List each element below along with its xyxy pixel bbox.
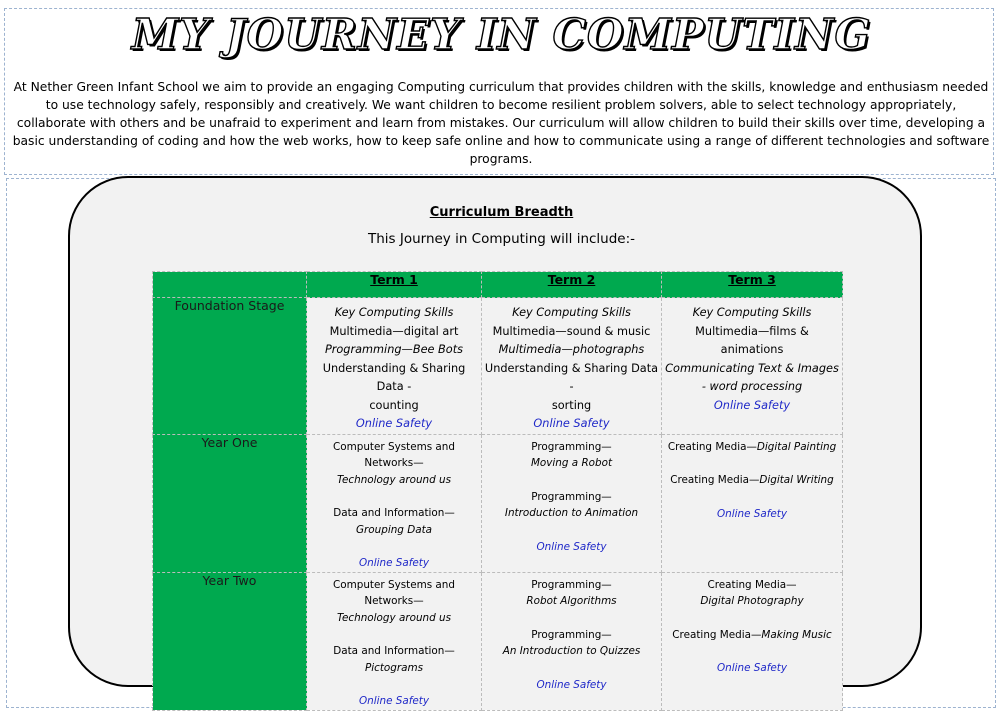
cell-line: Key Computing Skills xyxy=(692,306,812,319)
media-topic: Making Music xyxy=(761,628,832,641)
year-two-term-3-cell xyxy=(662,572,843,710)
cell-line xyxy=(664,472,840,489)
curriculum-breadth-subtitle: This Journey in Computing will include:- xyxy=(367,231,636,247)
data-label: Data and Information— xyxy=(333,645,455,657)
cell-line: Robot Algorithms xyxy=(526,595,617,607)
online-safety-label: Online Safety xyxy=(358,695,430,707)
cell-line: Grouping Data xyxy=(355,523,433,536)
online-safety-label: Online Safety xyxy=(355,417,433,430)
cell-line: Multimedia—photographs xyxy=(498,343,645,356)
foundation-term-1-cell xyxy=(307,298,482,435)
cell-line: Key Computing Skills xyxy=(512,306,631,319)
cell-line: Moving a Robot xyxy=(530,457,613,469)
table-corner-cell xyxy=(153,272,307,298)
intro-paragraph: At Nether Green Infant School we aim to provide an engaging Computing curriculum that provides children with the skills, knowledge and enthusiasm needed to use technology safely, responsibly and creatively. We want children to become resilient problem solvers, able to select technology appropriately, collaborate with others and be unafraid to experiment and learn from mistakes. Our curriculum will allow children to build their skills over time, developing a basic understanding of coding and how the web works, how to keep safe online and how to communicate using a range of different technologies and software programs. xyxy=(12,80,990,166)
year-one-term-1-cell xyxy=(307,434,482,572)
cell-line xyxy=(309,643,479,676)
media-topic: Digital Writing xyxy=(759,474,834,486)
row-label-year-one: Year One xyxy=(153,434,307,572)
cell-line: Understanding & Sharing Data - xyxy=(484,361,659,393)
cell-line: Introduction to Animation xyxy=(504,507,639,519)
curriculum-breadth-heading: Curriculum Breadth xyxy=(429,205,574,220)
online-safety-label: Online Safety xyxy=(536,540,607,553)
cell-line xyxy=(664,627,840,644)
cell-line: Computer Systems and Networks— xyxy=(333,440,455,469)
foundation-term-3-cell xyxy=(662,298,843,435)
curriculum-table xyxy=(152,271,843,711)
cell-line: Programming— xyxy=(531,440,612,453)
cell-line: counting xyxy=(369,398,419,412)
term-1-header: Term 1 xyxy=(307,272,482,298)
online-safety-label: Online Safety xyxy=(358,557,430,569)
page-title: MY JOURNEY IN COMPUTING xyxy=(131,10,872,59)
cell-line: Technology around us xyxy=(336,473,452,486)
term-3-header: Term 3 xyxy=(662,272,843,298)
year-one-term-3-cell xyxy=(662,434,843,572)
term-2-header: Term 2 xyxy=(482,272,662,298)
data-topic: Pictograms xyxy=(364,661,424,674)
cell-line: Multimedia—films & animations xyxy=(695,324,809,356)
media-topic: Digital Painting xyxy=(756,440,837,453)
online-safety-label: Online Safety xyxy=(713,398,791,412)
cell-line: Digital Photography xyxy=(700,595,804,607)
cell-line: Multimedia—digital art xyxy=(329,324,459,338)
row-label-year-two: Year Two xyxy=(153,572,307,710)
table-row xyxy=(153,298,843,435)
foundation-term-2-cell xyxy=(482,298,662,435)
cell-line: Programming— xyxy=(531,490,612,503)
cell-line: Programming—Bee Bots xyxy=(324,343,464,356)
online-safety-label: Online Safety xyxy=(716,507,788,520)
cell-line: Programming— xyxy=(531,578,612,591)
cell-line: Key Computing Skills xyxy=(334,306,454,319)
row-label-foundation-stage: Foundation Stage xyxy=(153,298,307,435)
year-one-term-2-cell xyxy=(482,434,662,572)
cell-line: Computer Systems and Networks— xyxy=(333,578,455,607)
year-two-term-2-cell xyxy=(482,572,662,710)
media-label: Creating Media— xyxy=(670,474,760,486)
table-row xyxy=(153,572,843,710)
cell-line: Understanding & Sharing Data - xyxy=(322,361,466,393)
table-row xyxy=(153,434,843,572)
media-label: Creating Media— xyxy=(667,440,757,453)
cell-line: Technology around us xyxy=(336,611,452,624)
cell-line: An Introduction to Quizzes xyxy=(502,645,641,657)
cell-line: Creating Media— xyxy=(707,578,797,591)
cell-line: - word processing xyxy=(701,380,803,393)
cell-line: sorting xyxy=(551,398,592,412)
online-safety-label: Online Safety xyxy=(536,678,607,691)
online-safety-label: Online Safety xyxy=(533,417,610,430)
media-label: Creating Media— xyxy=(672,628,762,641)
table-header-row xyxy=(153,272,843,298)
online-safety-label: Online Safety xyxy=(716,662,788,674)
cell-line: Multimedia—sound & music xyxy=(492,324,651,338)
year-two-term-1-cell xyxy=(307,572,482,710)
cell-line: Data and Information— xyxy=(333,507,455,519)
cell-line: Communicating Text & Images xyxy=(665,361,839,375)
cell-line xyxy=(664,439,840,456)
cell-line: Programming— xyxy=(531,628,612,641)
